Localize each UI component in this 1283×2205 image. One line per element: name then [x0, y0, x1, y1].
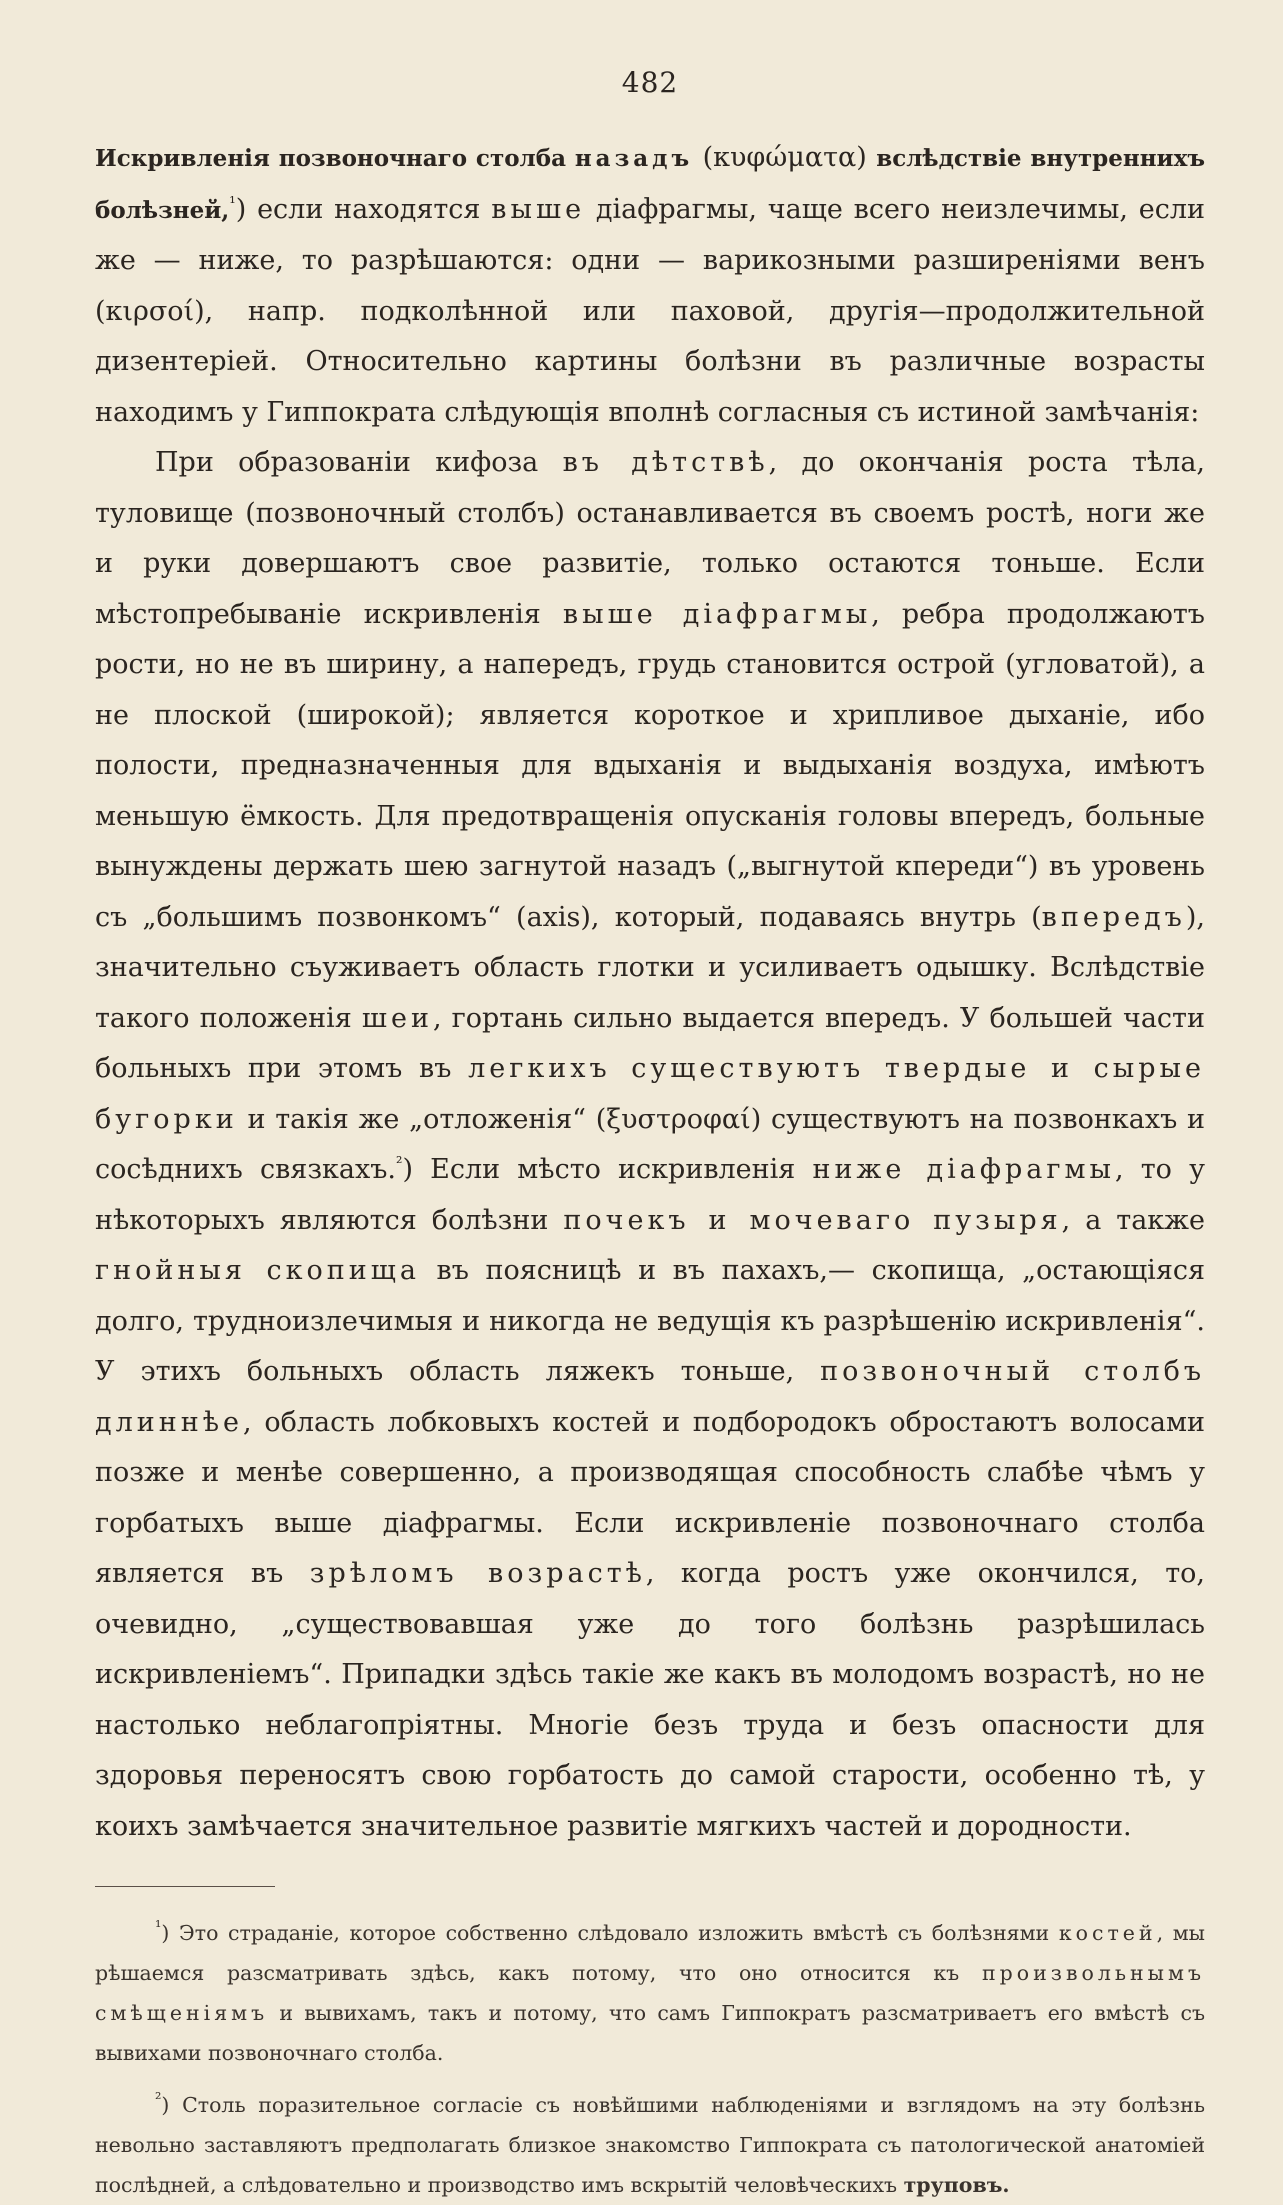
footnote-ref: ¹ — [229, 192, 236, 212]
spaced-text: ниже діафрагмы — [812, 1154, 1115, 1185]
text-run: , область лобковыхъ костей и подбородокъ обростаютъ волосами позже и менѣе совершенно, а производящая способность слабѣе чѣмъ у горбатыхъ выше діафрагмы. Если искривленіе позвоночнаго столба является въ — [95, 1406, 1205, 1589]
greek-term: (κυφώματα) — [693, 142, 877, 173]
footnote-mark: ¹ — [155, 1917, 162, 1937]
footnotes — [95, 1913, 1205, 2205]
spaced-text: впередъ — [1041, 901, 1186, 933]
text-run: діафрагмы, чаще всего неизлечимы, если же — ниже, то разрѣшаются: одни — варикозными разширеніями венъ (κιρσοί), напр. подколѣнной или паховой, другія—продолжительной дизентеріей. Относительно картины болѣзни въ различные возрасты находимъ у Гиппократа слѣдующія вполнѣ согласныя съ истиной замѣчанія: — [95, 193, 1205, 428]
text-run: , до окончанія роста тѣла, туловище (позвоночный столбъ) останавливается въ своемъ ростѣ, ноги же и руки довершаютъ свое развитіе, только остаются тоньше. Если мѣстопребываніе искривленія — [95, 447, 1205, 630]
text-run: и вывихамъ, такъ и потому, что самъ Гиппократъ разсматриваетъ его вмѣстѣ съ вывихами позвоночнаго столба. — [95, 2001, 1205, 2065]
spaced-text: гнойныя скопища — [95, 1255, 420, 1286]
text-run: ) Если мѣсто искривленія — [402, 1154, 813, 1185]
bold-word: труповъ. — [903, 2173, 1010, 2197]
footnote-divider — [95, 1886, 275, 1887]
footnote-1 — [95, 1913, 1205, 2073]
spaced-text: произвольнымъ смѣщеніямъ — [95, 1961, 1205, 2025]
page-number: 482 — [621, 66, 679, 99]
text-run: и такія же „отложенія“ (ξυστροφαί) существуютъ на позвонкахъ и сосѣднихъ связкахъ. — [95, 1103, 1205, 1185]
spaced-text: легкихъ существуютъ твердые и сырые бугорки — [95, 1053, 1206, 1135]
spaced-text: костей — [1058, 1921, 1157, 1945]
text-run: При образованіи кифоза — [155, 447, 563, 478]
text-run: ) Это страданіе, которое собственно слѣдовало изложить вмѣстѣ съ болѣзнями — [161, 1921, 1059, 1945]
bold-heading: вслѣдствіе внутреннихъ болѣзней, — [95, 145, 1205, 224]
book-page — [95, 60, 1206, 2197]
main-text — [95, 133, 1205, 1852]
spaced-text: зрѣломъ возрастѣ — [309, 1558, 646, 1589]
text-run: въ поясницѣ и въ пахахъ,— скопища, „остающіяся долго, трудноизлечимыя и никогда не ведущія къ разрѣшенію искривленія“. У этихъ больныхъ область ляжекъ тоньше, — [95, 1255, 1206, 1387]
footnote-2 — [95, 2085, 1205, 2205]
bold-heading: Искривленія позвоночнаго столба — [95, 145, 575, 172]
text-run: ) Столь поразительное согласіе съ новѣйшими наблюденіями и взглядомъ на эту болѣзнь невольно заставляютъ предполагать близкое знакомство Гиппократа съ патологической анатоміей послѣдней, а слѣдовательно и производство имъ вскрытій человѣческихъ — [95, 2093, 1205, 2197]
paragraph-1 — [95, 133, 1205, 438]
text-run: , мы рѣшаемся разсматривать здѣсь, какъ потому, что оно относится къ — [95, 1921, 1205, 1985]
text-run: , а также — [1061, 1204, 1205, 1236]
text-run: , когда ростъ уже окончился, то, очевидно, „существовавшая уже до того болѣзнь разрѣшилась искривленіемъ“. Припадки здѣсь такіе же какъ въ молодомъ возрастѣ, но не настолько неблагопріятны. Многіе безъ труда и безъ опасности для здоровья переносятъ свою горбатость до самой старости, особенно тѣ, у коихъ замѣчается значительное развитіе мягкихъ частей и дородности. — [95, 1558, 1205, 1842]
spaced-text: выше — [491, 193, 586, 225]
text-run: , то у нѣкоторыхъ являются болѣзни — [95, 1154, 1205, 1236]
spaced-text: позвоночный столбъ длиннѣе — [95, 1356, 1206, 1438]
text-run: , гортань сильно выдается впередъ. У большей части больныхъ при этомъ въ — [95, 1002, 1205, 1084]
spaced-text: почекъ и мочеваго пузыря — [563, 1204, 1062, 1236]
spaced-text: назадъ — [574, 145, 694, 172]
paragraph-2 — [95, 438, 1205, 1852]
spaced-text: въ дѣтствѣ — [562, 447, 769, 478]
text-run: ) если находятся — [235, 193, 492, 225]
text-run: ), значительно съуживаетъ область глотки и усиливаетъ одышку. Вслѣдствіе такого положенія — [95, 901, 1205, 1034]
text-run: , ребра продолжаютъ рости, но не въ ширину, а напередъ, грудь становится острой (угловатой), а не плоской (широкой); является короткое и хрипливое дыханіе, ибо полости, предназначенныя для вдыханія и выдыханія воздуха, имѣютъ меньшую ёмкость. Для предотвращенія опусканія головы впередъ, больные вынуждены держать шею загнутой назадъ („выгнутой кпереди“) въ уровень съ „большимъ позвонкомъ“ (axis), который, подаваясь внутрь ( — [95, 598, 1205, 933]
footnote-mark: ² — [155, 2089, 162, 2109]
spaced-text: шеи — [361, 1002, 433, 1034]
spaced-text: выше діафрагмы — [562, 598, 872, 630]
footnote-ref: ² — [396, 1153, 403, 1172]
